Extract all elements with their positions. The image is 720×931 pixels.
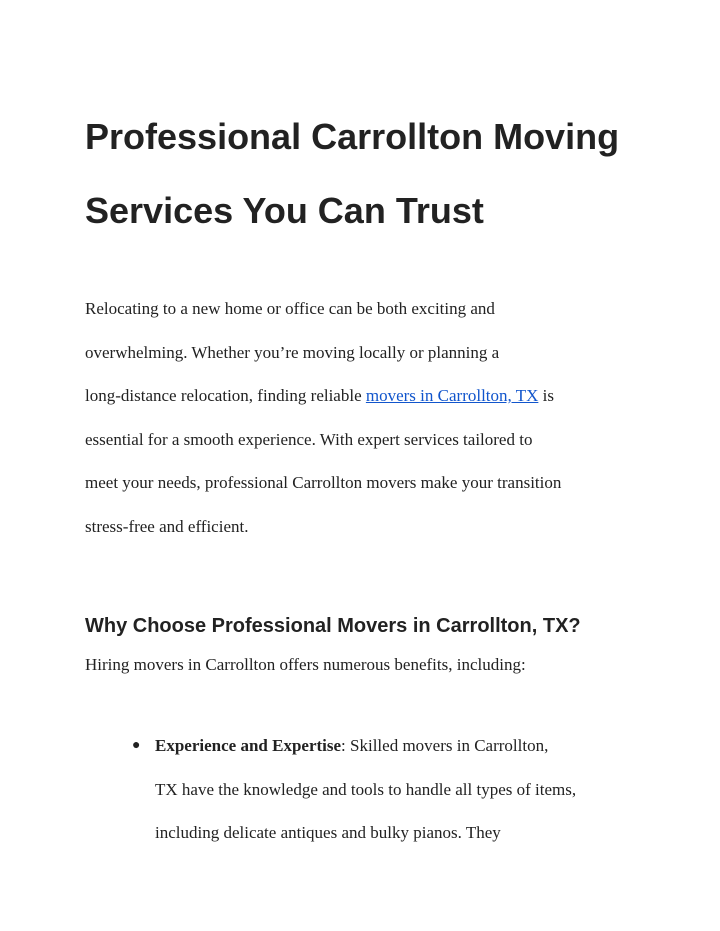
page-title-line-2: Services You Can Trust [85,190,484,231]
intro-line-3-text-before: long-distance relocation, finding reliable [85,386,366,406]
bullet-icon: ● [132,738,141,753]
list-item [130,724,650,855]
list-item-line-2: TX have the knowledge and tools to handle all types of items, [155,779,577,799]
page-title-line-1: Professional Carrollton Moving [85,116,620,157]
list-item-term: Experience and Expertise [155,736,342,755]
list-item-line-3: including delicate antiques and bulky pianos. They [155,823,501,843]
intro-paragraph [85,287,645,549]
intro-line-5: meet your needs, professional Carrollton movers make your transition [85,473,562,493]
intro-line-4: essential for a smooth experience. With expert services tailored to [85,429,533,449]
section-lead-line: Hiring movers in Carrollton offers numerous benefits, including: [85,655,526,674]
movers-carrollton-link[interactable]: movers in Carrollton, TX [365,386,539,406]
intro-line-2: overwhelming. Whether you’re moving locally or planning a [85,342,500,362]
intro-line-3-text-after: is [538,386,554,406]
section-lead-paragraph [85,643,645,687]
intro-line-3 [85,374,645,418]
list-item-line-1 [155,724,650,768]
page-title [85,100,685,248]
benefits-list [130,724,650,855]
intro-line-1: Relocating to a new home or office can be both exciting and [85,299,495,318]
list-item-line-1-text: : Skilled movers in Carrollton, [341,736,549,755]
intro-line-6: stress-free and efficient. [85,516,249,536]
section-heading: Why Choose Professional Movers in Carrollton, TX? [85,615,581,637]
